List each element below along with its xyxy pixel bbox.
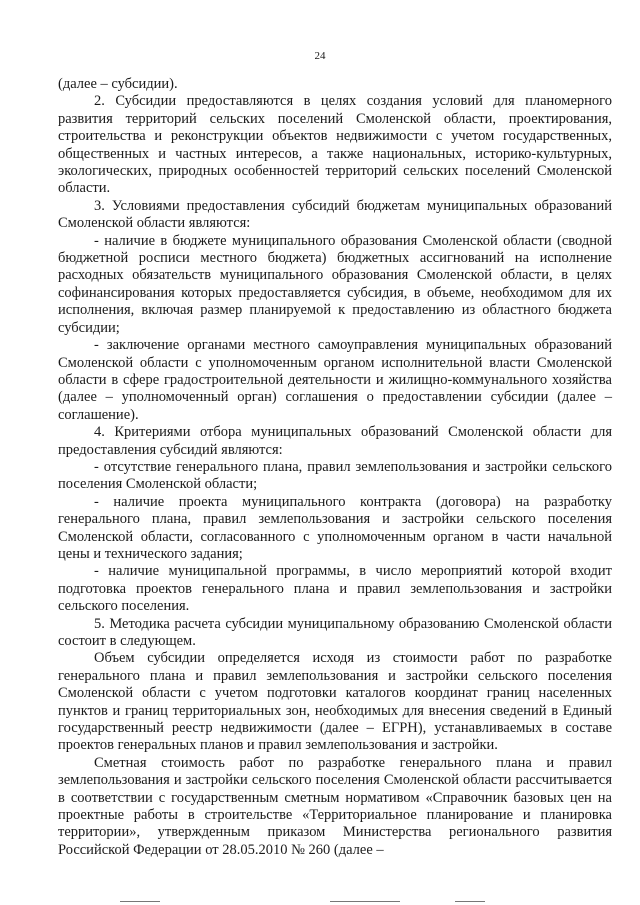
document-body [58, 76, 612, 859]
paragraph-continuation: (далее – субсидии). [58, 76, 178, 92]
paragraph-subsidy-volume: Объем субсидии определяется исходя из стоимости работ по разработке генерального плана и правил землепользования и застройки сельского поселения Смоленской области с учетом подготовки каталогов координат границ населенных пунктов и границ территориальных зон, необходимых для внесения сведений в Единый государственный реестр недвижимости (далее – ЕГРН), устанавливаемых в составе проектов генеральных планов и правил землепользования и застройки. [58, 650, 612, 754]
paragraph-item-2: 2. Субсидии предоставляются в целях создания условий для планомерного развития территорий сельских поселений Смоленской области, проектирования, строительства и реконструкции объектов недвижимости с учетом государственных, общественных и частных интересов, а также национальных, историко-культурных, экологических, природных особенностей территорий сельских поселений Смоленской области. [58, 93, 612, 197]
scan-edge-mark [0, 893, 640, 905]
criterion-no-general-plan: - отсутствие генерального плана, правил землепользования и застройки сельского поселения Смоленской области; [58, 458, 612, 493]
condition-agreement: - заключение органами местного самоуправления муниципальных образований Смоленской области с уполномоченным органом исполнительной власти Смоленской области в сфере градостроительной деятельности и жилищно-коммунального хозяйства (далее – уполномоченный орган) соглашения о предоставлении субсидии (далее – соглашение). [58, 337, 612, 423]
criterion-municipal-program: - наличие муниципальной программы, в число мероприятий которой входит подготовка проектов генерального плана и правил землепользования и застройки сельского поселения. [58, 563, 612, 615]
paragraph-item-3: 3. Условиями предоставления субсидий бюджетам муниципальных образований Смоленской области являются: [58, 197, 612, 232]
paragraph-estimated-cost: Сметная стоимость работ по разработке генерального плана и правил землепользования и застройки сельского поселения Смоленской области рассчитывается в соответствии с государственным сметным нормативом «Справочник базовых цен на проектные работы в строительстве «Территориальное планирование и планировка территории», утвержденным приказом Министерства регионального развития Российской Федерации от 28.05.2010 № 260 (далее – [58, 754, 612, 858]
condition-budget-allocation: - наличие в бюджете муниципального образования Смоленской области (сводной бюджетной росписи местного бюджета) бюджетных ассигнований на исполнение расходных обязательств муниципального образования Смоленской области, в целях софинансирования которых предоставляется субсидия, в объеме, необходимом для их исполнения, включая размер планируемой к предоставлению из областного бюджета субсидии; [58, 232, 612, 336]
paragraph-item-4: 4. Критериями отбора муниципальных образований Смоленской области для предоставления субсидий являются: [58, 424, 612, 458]
page-number: 24 [314, 50, 326, 62]
paragraph-item-5: 5. Методика расчета субсидии муниципальному образованию Смоленской области состоит в следующем. [58, 615, 612, 649]
criterion-contract-draft: - наличие проекта муниципального контракта (договора) на разработку генерального плана, правил землепользования и застройки сельского поселения Смоленской области, согласованного с уполномоченным органом в части начальной цены и технического задания; [58, 493, 612, 562]
